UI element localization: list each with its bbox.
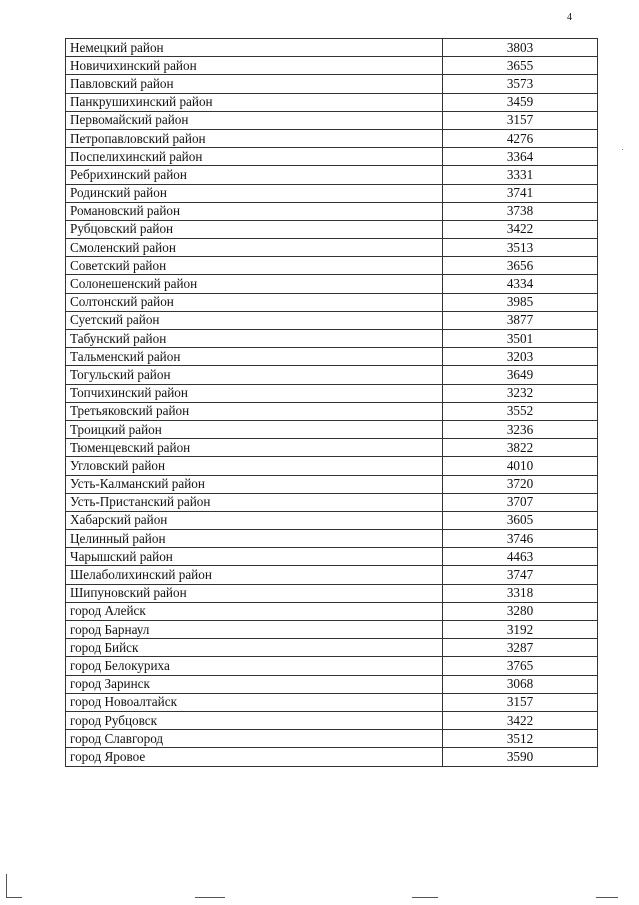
table-row <box>66 566 598 584</box>
region-name-cell: Рубцовский район <box>66 220 443 238</box>
value-cell: 3747 <box>443 566 598 584</box>
value-cell: 3605 <box>443 511 598 529</box>
table-row <box>66 257 598 275</box>
region-name-cell: Смоленский район <box>66 239 443 257</box>
table-row <box>66 493 598 511</box>
scan-line-mark <box>6 897 22 898</box>
table-row <box>66 366 598 384</box>
region-name-cell: Ребрихинский район <box>66 166 443 184</box>
value-cell: 3552 <box>443 402 598 420</box>
value-cell: 3318 <box>443 584 598 602</box>
table-row <box>66 602 598 620</box>
scan-line-mark <box>596 897 618 898</box>
scan-line-mark <box>412 897 438 898</box>
value-cell: 3655 <box>443 57 598 75</box>
table-row <box>66 693 598 711</box>
scan-line-mark <box>195 897 225 898</box>
region-name-cell: Чарышский район <box>66 548 443 566</box>
table-row <box>66 384 598 402</box>
value-cell: 3331 <box>443 166 598 184</box>
value-cell: 3280 <box>443 602 598 620</box>
table-row <box>66 402 598 420</box>
region-name-cell: город Яровое <box>66 748 443 766</box>
table-row <box>66 511 598 529</box>
value-cell: 3068 <box>443 675 598 693</box>
table-row <box>66 548 598 566</box>
value-cell: 3720 <box>443 475 598 493</box>
value-cell: 3232 <box>443 384 598 402</box>
value-cell: 3822 <box>443 439 598 457</box>
region-name-cell: Угловский район <box>66 457 443 475</box>
value-cell: 3656 <box>443 257 598 275</box>
region-name-cell: Тогульский район <box>66 366 443 384</box>
table-row <box>66 75 598 93</box>
region-name-cell: город Бийск <box>66 639 443 657</box>
value-cell: 3985 <box>443 293 598 311</box>
value-cell: 4463 <box>443 548 598 566</box>
region-name-cell: Троицкий район <box>66 420 443 438</box>
region-name-cell: Третьяковский район <box>66 402 443 420</box>
table-row <box>66 730 598 748</box>
value-cell: 3590 <box>443 748 598 766</box>
region-name-cell: Родинский район <box>66 184 443 202</box>
table-row <box>66 39 598 57</box>
region-name-cell: Хабарский район <box>66 511 443 529</box>
region-name-cell: Первомайский район <box>66 111 443 129</box>
table-row <box>66 311 598 329</box>
data-table <box>65 38 598 767</box>
table-row <box>66 348 598 366</box>
region-name-cell: Усть-Пристанский район <box>66 493 443 511</box>
value-cell: 3192 <box>443 621 598 639</box>
value-cell: 3746 <box>443 530 598 548</box>
value-cell: 3422 <box>443 711 598 729</box>
table-row <box>66 57 598 75</box>
table-row <box>66 111 598 129</box>
region-name-cell: город Белокуриха <box>66 657 443 675</box>
region-name-cell: Топчихинский район <box>66 384 443 402</box>
value-cell: 3501 <box>443 330 598 348</box>
table-row <box>66 184 598 202</box>
table-row <box>66 457 598 475</box>
value-cell: 4334 <box>443 275 598 293</box>
table-body <box>66 39 598 767</box>
region-name-cell: Поспелихинский район <box>66 148 443 166</box>
value-cell: 3364 <box>443 148 598 166</box>
table-row <box>66 239 598 257</box>
value-cell: 3459 <box>443 93 598 111</box>
value-cell: 3741 <box>443 184 598 202</box>
value-cell: 4276 <box>443 129 598 147</box>
value-cell: 3765 <box>443 657 598 675</box>
region-name-cell: Романовский район <box>66 202 443 220</box>
value-cell: 3707 <box>443 493 598 511</box>
scan-speck <box>622 149 623 150</box>
value-cell: 4010 <box>443 457 598 475</box>
table-row <box>66 711 598 729</box>
region-name-cell: город Славгород <box>66 730 443 748</box>
value-cell: 3738 <box>443 202 598 220</box>
value-cell: 3512 <box>443 730 598 748</box>
region-name-cell: Петропавловский район <box>66 129 443 147</box>
region-name-cell: город Алейск <box>66 602 443 620</box>
region-name-cell: Усть-Калманский район <box>66 475 443 493</box>
region-name-cell: Солонешенский район <box>66 275 443 293</box>
table-row <box>66 166 598 184</box>
page-number: 4 <box>567 12 572 23</box>
region-name-cell: Тюменцевский район <box>66 439 443 457</box>
table-row <box>66 675 598 693</box>
region-name-cell: Панкрушихинский район <box>66 93 443 111</box>
region-name-cell: Шелаболихинский район <box>66 566 443 584</box>
table-row <box>66 148 598 166</box>
table-row <box>66 657 598 675</box>
value-cell: 3649 <box>443 366 598 384</box>
region-name-cell: Павловский район <box>66 75 443 93</box>
region-name-cell: Целинный район <box>66 530 443 548</box>
table-row <box>66 330 598 348</box>
region-name-cell: город Рубцовск <box>66 711 443 729</box>
value-cell: 3803 <box>443 39 598 57</box>
table-row <box>66 439 598 457</box>
region-name-cell: Советский район <box>66 257 443 275</box>
region-name-cell: город Заринск <box>66 675 443 693</box>
value-cell: 3203 <box>443 348 598 366</box>
scan-edge-mark <box>6 874 7 898</box>
region-name-cell: город Новоалтайск <box>66 693 443 711</box>
region-name-cell: Немецкий район <box>66 39 443 57</box>
table-row <box>66 202 598 220</box>
value-cell: 3236 <box>443 420 598 438</box>
value-cell: 3513 <box>443 239 598 257</box>
table-row <box>66 129 598 147</box>
table-row <box>66 420 598 438</box>
value-cell: 3573 <box>443 75 598 93</box>
region-name-cell: Новичихинский район <box>66 57 443 75</box>
table-row <box>66 293 598 311</box>
table-row <box>66 93 598 111</box>
value-cell: 3157 <box>443 693 598 711</box>
value-cell: 3157 <box>443 111 598 129</box>
region-name-cell: Тальменский район <box>66 348 443 366</box>
table-row <box>66 220 598 238</box>
table-row <box>66 584 598 602</box>
region-name-cell: город Барнаул <box>66 621 443 639</box>
region-name-cell: Шипуновский район <box>66 584 443 602</box>
table-row <box>66 621 598 639</box>
value-cell: 3877 <box>443 311 598 329</box>
table-row <box>66 530 598 548</box>
table-row <box>66 275 598 293</box>
region-name-cell: Солтонский район <box>66 293 443 311</box>
value-cell: 3422 <box>443 220 598 238</box>
table-row <box>66 639 598 657</box>
region-name-cell: Суетский район <box>66 311 443 329</box>
value-cell: 3287 <box>443 639 598 657</box>
table-row <box>66 748 598 766</box>
region-name-cell: Табунский район <box>66 330 443 348</box>
table-row <box>66 475 598 493</box>
